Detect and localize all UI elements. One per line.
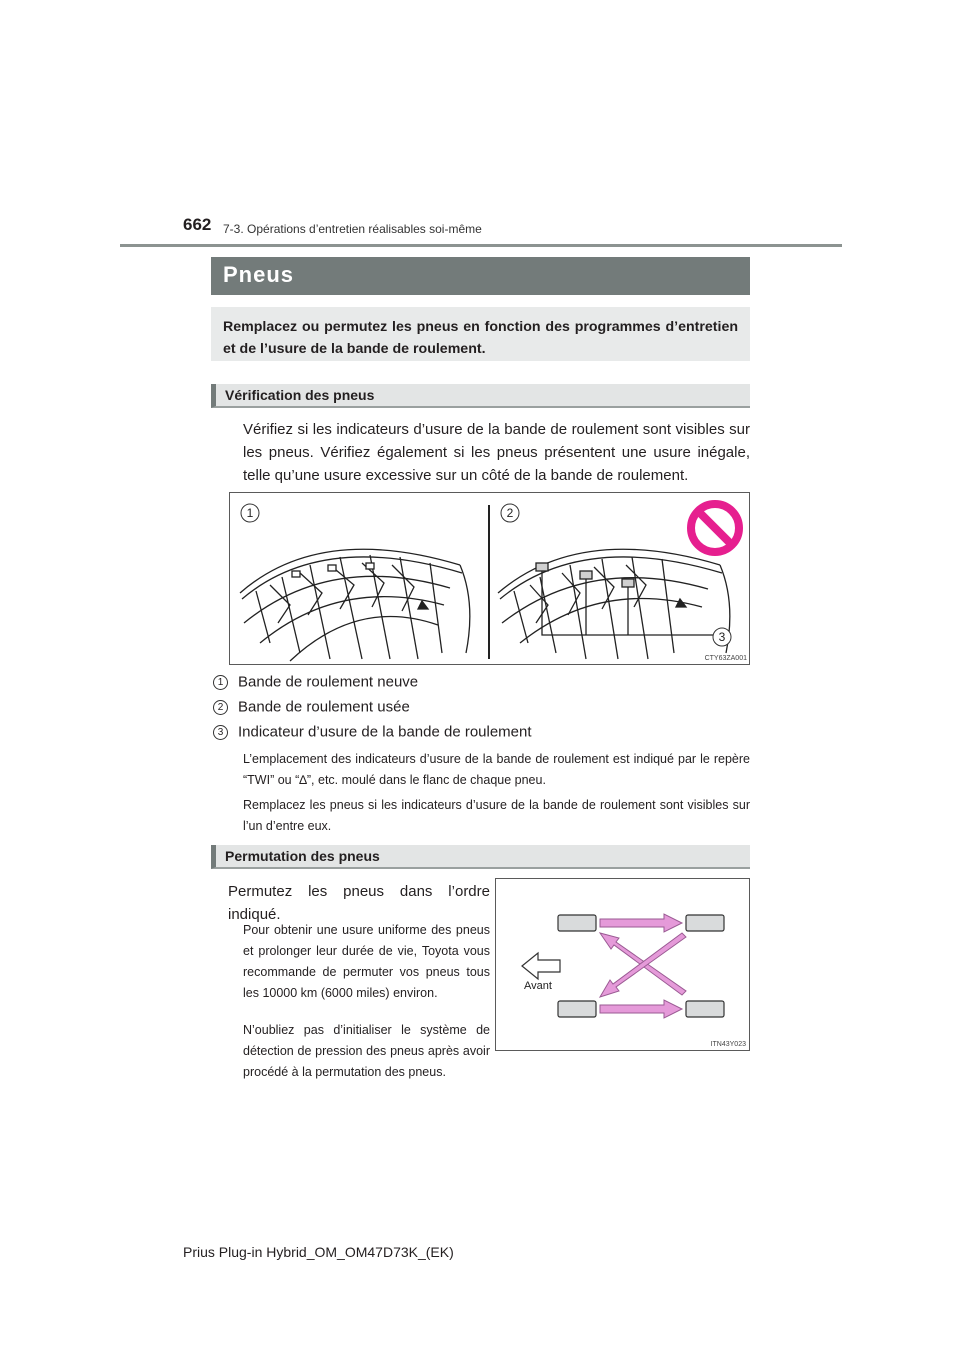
prohibition-icon (691, 504, 739, 552)
footer-document-id: Prius Plug-in Hybrid_OM_OM47D73K_(EK) (183, 1244, 454, 1260)
legend-text-2: Bande de roulement usée (238, 698, 410, 716)
rotation-note-1: Pour obtenir une usure uniforme des pneus et prolonger leur durée de vie, Toyota vous recommande de permuter vos pneus tous les 10000 km (6000 miles) environ. (243, 923, 490, 1000)
svg-text:3: 3 (718, 630, 726, 644)
page-title: Pneus (223, 262, 295, 287)
section-heading-check (211, 384, 750, 408)
rotation-paragraph: Permutez les pneus dans l’ordre indiqué. (228, 883, 490, 923)
worn-tread-tire (498, 549, 730, 659)
legend-item-3 (213, 723, 532, 745)
legend-text-1: Bande de roulement neuve (238, 673, 419, 691)
front-direction-arrow (522, 953, 560, 979)
legend-item-1 (213, 673, 418, 695)
page-number: 662 (183, 215, 212, 234)
front-label: Avant (524, 980, 552, 992)
page-title-bar (211, 257, 750, 295)
callout-3 (713, 628, 731, 646)
running-head: 7-3. Opérations d’entretien réalisables soi-même (223, 222, 482, 236)
figure-code: CTY63ZA001 (704, 655, 747, 662)
arrow-front (600, 914, 682, 932)
check-note-1: L’emplacement des indicateurs d’usure de la bande de roulement est indiqué par le repère “TWI” ou “∆”, etc. moulé dans le flanc de chaque pneu. (243, 752, 750, 787)
svg-text:1: 1 (246, 506, 254, 520)
callout-2 (501, 504, 519, 522)
svg-text:2: 2 (506, 506, 514, 520)
section-heading-check-label: Vérification des pneus (225, 387, 375, 403)
tire-rear-right (686, 1001, 724, 1017)
legend-number-1: 1 (213, 675, 228, 690)
legend-number-2: 2 (213, 700, 228, 715)
check-note-2: Remplacez les pneus si les indicateurs d’usure de la bande de roulement sont visibles sur l’un d’entre eux. (243, 798, 750, 833)
intro-box: Remplacez ou permutez les pneus en fonction des programmes d’entretien et de l’usure de la bande de roulement. (211, 307, 750, 361)
header-rule (120, 244, 842, 247)
tire-rear-left (558, 1001, 596, 1017)
tire-wear-figure (229, 492, 750, 665)
legend-text-3: Indicateur d’usure de la bande de roulement (238, 723, 532, 741)
check-paragraph: Vérifiez si les indicateurs d’usure de la bande de roulement sont visibles sur les pneus. Vérifiez également si les pneus présentent une usure inégale, telle qu’une usure excessive sur un côté de la bande de roulement. (243, 421, 750, 484)
legend-number-3: 3 (213, 725, 228, 740)
rotation-figure-code: ITN43Y023 (710, 1041, 746, 1048)
callout-1 (241, 504, 259, 522)
arrow-rear (600, 1000, 682, 1018)
tire-front-right (686, 915, 724, 931)
section-heading-rotation-label: Permutation des pneus (225, 848, 380, 864)
tire-rotation-figure (495, 878, 750, 1051)
new-tread-tire (240, 549, 470, 661)
rotation-diagram (496, 879, 749, 1050)
legend-item-2 (213, 698, 410, 720)
tire-wear-illustration (230, 493, 749, 664)
section-heading-rotation (211, 845, 750, 869)
rotation-arrows (600, 914, 686, 1018)
tire-front-left (558, 915, 596, 931)
rotation-note-2: N’oubliez pas d’initialiser le système de détection de pression des pneus après avoir procédé à la permutation des pneus. (243, 1023, 490, 1079)
